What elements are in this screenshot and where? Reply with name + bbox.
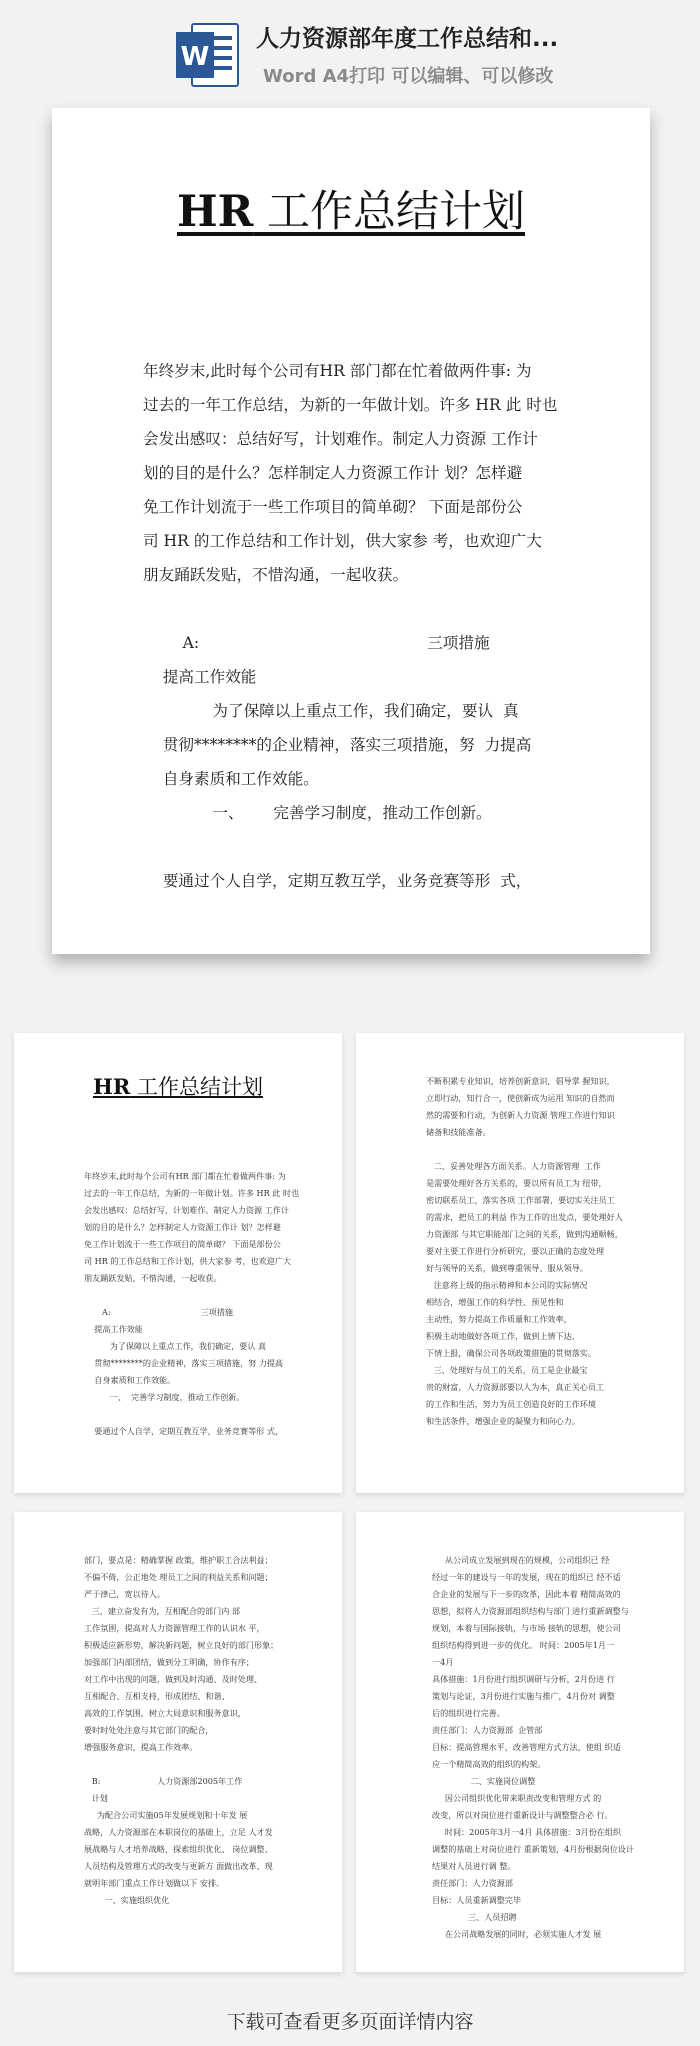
preview-thumbnail-page-2[interactable] [356, 1033, 684, 1493]
thumb-line: 要对主要工作进行分析研究，要以正确的态度处理 [426, 1246, 605, 1256]
body-line [143, 830, 580, 864]
preview-thumbnail-page-1[interactable] [14, 1033, 342, 1493]
thumb-line: 具体措施：1月份进行组织调研与分析，2月份进 行 [432, 1674, 615, 1684]
thumb-line: 注意将上级的指示精神和本公司的实际情况 [426, 1280, 588, 1290]
thumb-line: 密切联系员工，落实各项 工作部署，要切实关注员工 [426, 1195, 615, 1205]
thumb-line: 责任部门：人力资源部 [432, 1878, 513, 1888]
thumb-line: 的工作和生活，努力为员工创造良好的工作环境 [426, 1399, 596, 1409]
thumb-line: 三、处理好与员工的关系，员工是企业最宝 [426, 1365, 588, 1375]
thumb-line: 不偏不倚，公正地处 理员工之间的利益关系和问题； [84, 1572, 273, 1582]
thumb-line: 一、实施组织优化 [84, 1895, 170, 1905]
thumb-line: 划的目的是什么？怎样制定人力资源工作计 划？怎样避 [84, 1222, 281, 1232]
thumb-title-rest: 工作总结计划 [130, 1075, 263, 1099]
thumb-line: 调整的基础上对岗位进行 重新策划，4月份根据岗位设计 [432, 1844, 634, 1854]
thumb-line: 合企业的发展与下一步的改革，因此本着 精简高效的 [432, 1589, 621, 1599]
body-line: 提高工作效能 [143, 668, 257, 686]
thumb-line: 结果对人员进行调 整。 [432, 1861, 516, 1871]
thumb-line: 相结合，增强工作的科学性、预见性和 [426, 1297, 564, 1307]
thumb-line: 司 HR 的工作总结和工作计划，供大家参 考，也欢迎广大 [84, 1256, 292, 1266]
thumb-line: 主动性，努力提高工作质量和工作效率， [426, 1314, 572, 1324]
thumb-line: 加强部门内部团结，做到分工明确，协作有序； [84, 1657, 254, 1667]
title-rest: 工作总结计划 [253, 187, 526, 237]
thumb-line: 因公司组织优化带来职责改变和管理方式 的 [432, 1793, 602, 1803]
thumb-line: 在公司战略发展的同时，必须实施人才发 展 [432, 1929, 602, 1939]
thumb-title [14, 1071, 342, 1101]
body-line: 司 HR 的工作总结和工作计划，供大家参 考，也欢迎广大 [143, 532, 542, 550]
preview-thumbnail-page-3[interactable] [14, 1512, 342, 1972]
header [0, 0, 700, 100]
body-line: 一、 完善学习制度，推动工作创新。 [143, 804, 492, 822]
thumb-line: 人员结构及管理方式的改变与更新方 面做出改革、现 [84, 1861, 273, 1871]
thumb-line: 积极适应新形势，解决新问题，树立良好的部门形象； [84, 1640, 279, 1650]
thumb-line: 部门，要点是：精确掌握 政策，维护职工合法利益； [84, 1555, 273, 1565]
thumb-line: 一4月 [432, 1657, 454, 1667]
thumb-line: 贯彻********的企业精神，落实三项措施，努 力提高 [84, 1358, 284, 1368]
thumb-title-hr: HR [93, 1074, 131, 1099]
body-line: 会发出感叹：总结好写，计划难作。制定人力资源 工作计 [143, 430, 538, 448]
thumb-line: 二、妥善处理各方面关系。人力资源管理 工作 [426, 1161, 601, 1171]
thumb-line: 互相配合、互相支持，形成团结、和谐、 [84, 1691, 230, 1701]
thumb-line: 下情上报，确保公司各项政策措施的贯彻落实。 [426, 1348, 596, 1358]
thumb-line: 后的组织进行完善。 [432, 1708, 505, 1718]
thumb-line [84, 1287, 324, 1304]
thumb-line: 免工作计划流于一些工作项目的简单砌？ 下面是部份公 [84, 1239, 281, 1249]
body-line: 年终岁末,此时每个公司有HR 部门都在忙着做两件事: 为 [143, 362, 532, 380]
thumb-line: 一、 完善学习制度，推动工作创新。 [84, 1392, 245, 1402]
thumb-line: 要通过个人自学，定期互教互学，业务竞赛等形 式， [84, 1426, 284, 1436]
body-line: 贯彻********的企业精神，落实三项措施，努 力提高 [143, 736, 532, 754]
thumb-line: 积极主动地做好各项工作，做到上情下达、 [426, 1331, 580, 1341]
thumb-line [84, 1756, 324, 1773]
thumb-line: A: 三项措施 [84, 1307, 234, 1317]
thumb-line: 是需要处理好各方关系的，要以所有员工为 纽带， [426, 1178, 607, 1188]
thumb-line: 然的需要和行动，为创新人力资源 管理工作进行知识 [426, 1110, 615, 1120]
body-line [143, 592, 580, 626]
body-line: 为了保障以上重点工作，我们确定，要认 真 [143, 702, 519, 720]
download-more-link[interactable]: 下载可查看更多页面详情内容 [226, 2011, 474, 2033]
thumb-line: 思想，拟将人力资源部组织结构与部门 进行重新调整与 [432, 1606, 629, 1616]
thumb-line: B: 人力资源部2005年工作 [84, 1776, 243, 1786]
document-title: 人力资源部年度工作总结和... [256, 26, 559, 52]
word-icon-letter: W [180, 42, 210, 72]
thumb-line: 的需求，把员工的利益 作为工作的出发点，要处理好人 [426, 1212, 623, 1222]
preview-thumbnail-page-4[interactable] [356, 1512, 684, 1972]
thumb-line: 过去的一年工作总结，为新的一年做计划。许多 HR 此 时也 [84, 1188, 300, 1198]
thumb-line: 工作氛围，提高对人力资源管理工作的认识水 平， [84, 1623, 265, 1633]
body-line: 自身素质和工作效能。 [143, 770, 319, 788]
thumb-body [84, 1552, 324, 1909]
body-line: 免工作计划流于一些工作项目的简单砌？ 下面是部份公 [143, 498, 523, 516]
thumb-line: 增强服务意识，提高工作效率。 [84, 1742, 198, 1752]
thumb-line: 计划 [84, 1793, 108, 1803]
body-line: 过去的一年工作总结，为新的一年做计划。许多 HR 此 时也 [143, 396, 558, 414]
thumb-line: 对工作中出现的问题，做到及时沟通、及时处理、 [84, 1674, 263, 1684]
thumb-line: 应一个精简高效的组织的构架。 [432, 1759, 546, 1769]
thumb-line: 三、建立奋发有为，互相配合的部门内 部 [84, 1606, 240, 1616]
thumb-line: 从公司成立发展到现在的规模，公司组织已 经 [432, 1555, 610, 1565]
thumb-line: 战略，人力资源部在本职岗位的基础上，立足 人才发 [84, 1827, 273, 1837]
thumb-line: 责任部门：人力资源部 企管部 [432, 1725, 543, 1735]
thumb-body [426, 1073, 666, 1430]
body-line: A: 三项措施 [143, 634, 490, 652]
body-line: 划的目的是什么？怎样制定人力资源工作计 划？怎样避 [143, 464, 523, 482]
thumb-line [84, 1406, 324, 1423]
word-document-icon [174, 22, 240, 88]
thumb-line: 立即行动，知行合一，使创新成为运用 知识的自然而 [426, 1093, 615, 1103]
title-hr: HR [176, 187, 254, 237]
thumb-line: 二、实施岗位调整 [432, 1776, 536, 1786]
thumb-line: 三、人员招聘 [432, 1912, 517, 1922]
thumb-line: 展战略与人才培养战略，探索组织优化、 岗位调整、 [84, 1844, 273, 1854]
thumb-line [426, 1141, 666, 1158]
thumb-line: 力资源部 与其它职能部门之间的关系，做到沟通顺畅， [426, 1229, 623, 1239]
page-body [143, 354, 580, 898]
thumb-body [84, 1168, 324, 1440]
thumb-line: 好与领导的关系，做到尊重领导、服从领导。 [426, 1263, 588, 1273]
thumb-line: 要时时处处注意与其它部门的配合， [84, 1725, 214, 1735]
thumb-line: 策划与论证，3月份进行实施与推广，4月份对 调整 [432, 1691, 615, 1701]
thumb-line: 高效的工作氛围，树立大局意识和服务意识， [84, 1708, 246, 1718]
thumb-line: 为了保障以上重点工作，我们确定，要认 真 [84, 1341, 267, 1351]
thumb-line: 储备和技能准备。 [426, 1127, 491, 1137]
thumb-line: 提高工作效能 [84, 1324, 143, 1334]
thumb-line: 就明年部门重点工作计划做以下 安排。 [84, 1878, 225, 1888]
thumb-line: 不断积累专业知识，培养创新意识，倡导掌 握知识， [426, 1076, 615, 1086]
document-subtitle: Word A4打印 可以编辑、可以修改 [263, 66, 554, 87]
body-line: 要通过个人自学，定期互教互学，业务竞赛等形 式， [143, 872, 532, 890]
thumb-line: 改变，所以对岗位进行重新设计与调整整合必 行。 [432, 1810, 613, 1820]
thumb-body [432, 1552, 672, 1943]
thumb-line: 为配合公司实施05年发展规划和十年发 展 [84, 1810, 248, 1820]
thumb-line: 会发出感叹：总结好写，计划难作。制定人力资源 工作计 [84, 1205, 289, 1215]
page-title [52, 178, 650, 239]
preview-page-large [52, 108, 650, 954]
thumb-line: 经过一年的建设与一年的发展，现在的组织已 经不适 [432, 1572, 621, 1582]
thumb-line: 组织结构得到进一步的优化。 时间：2005年1月一 [432, 1640, 615, 1650]
thumb-line: 朋友踊跃发贴，不惜沟通，一起收获。 [84, 1273, 222, 1283]
thumb-line: 年终岁末,此时每个公司有HR 部门都在忙着做两件事: 为 [84, 1171, 286, 1181]
thumb-line: 规划，本着与国际接轨，与市场 接轨的思想，使公司 [432, 1623, 621, 1633]
thumb-line: 和生活条件，增强企业的凝聚力和向心力。 [426, 1416, 580, 1426]
thumb-line: 目标：人员重新调整完毕 [432, 1895, 522, 1905]
thumb-line: 时间：2005年3月一4月 具体措施：3月份在组织 [432, 1827, 622, 1837]
thumb-line: 贵的财富，人力资源部要以人为本，真正关心员工 [426, 1382, 605, 1392]
thumb-line: 严于律己，宽以待人。 [84, 1589, 165, 1599]
thumb-line: 目标：提高管理水平，改善管理方式方法，使组 织适 [432, 1742, 621, 1752]
body-line: 朋友踊跃发贴，不惜沟通，一起收获。 [143, 566, 409, 584]
thumb-line: 自身素质和工作效能。 [84, 1375, 176, 1385]
